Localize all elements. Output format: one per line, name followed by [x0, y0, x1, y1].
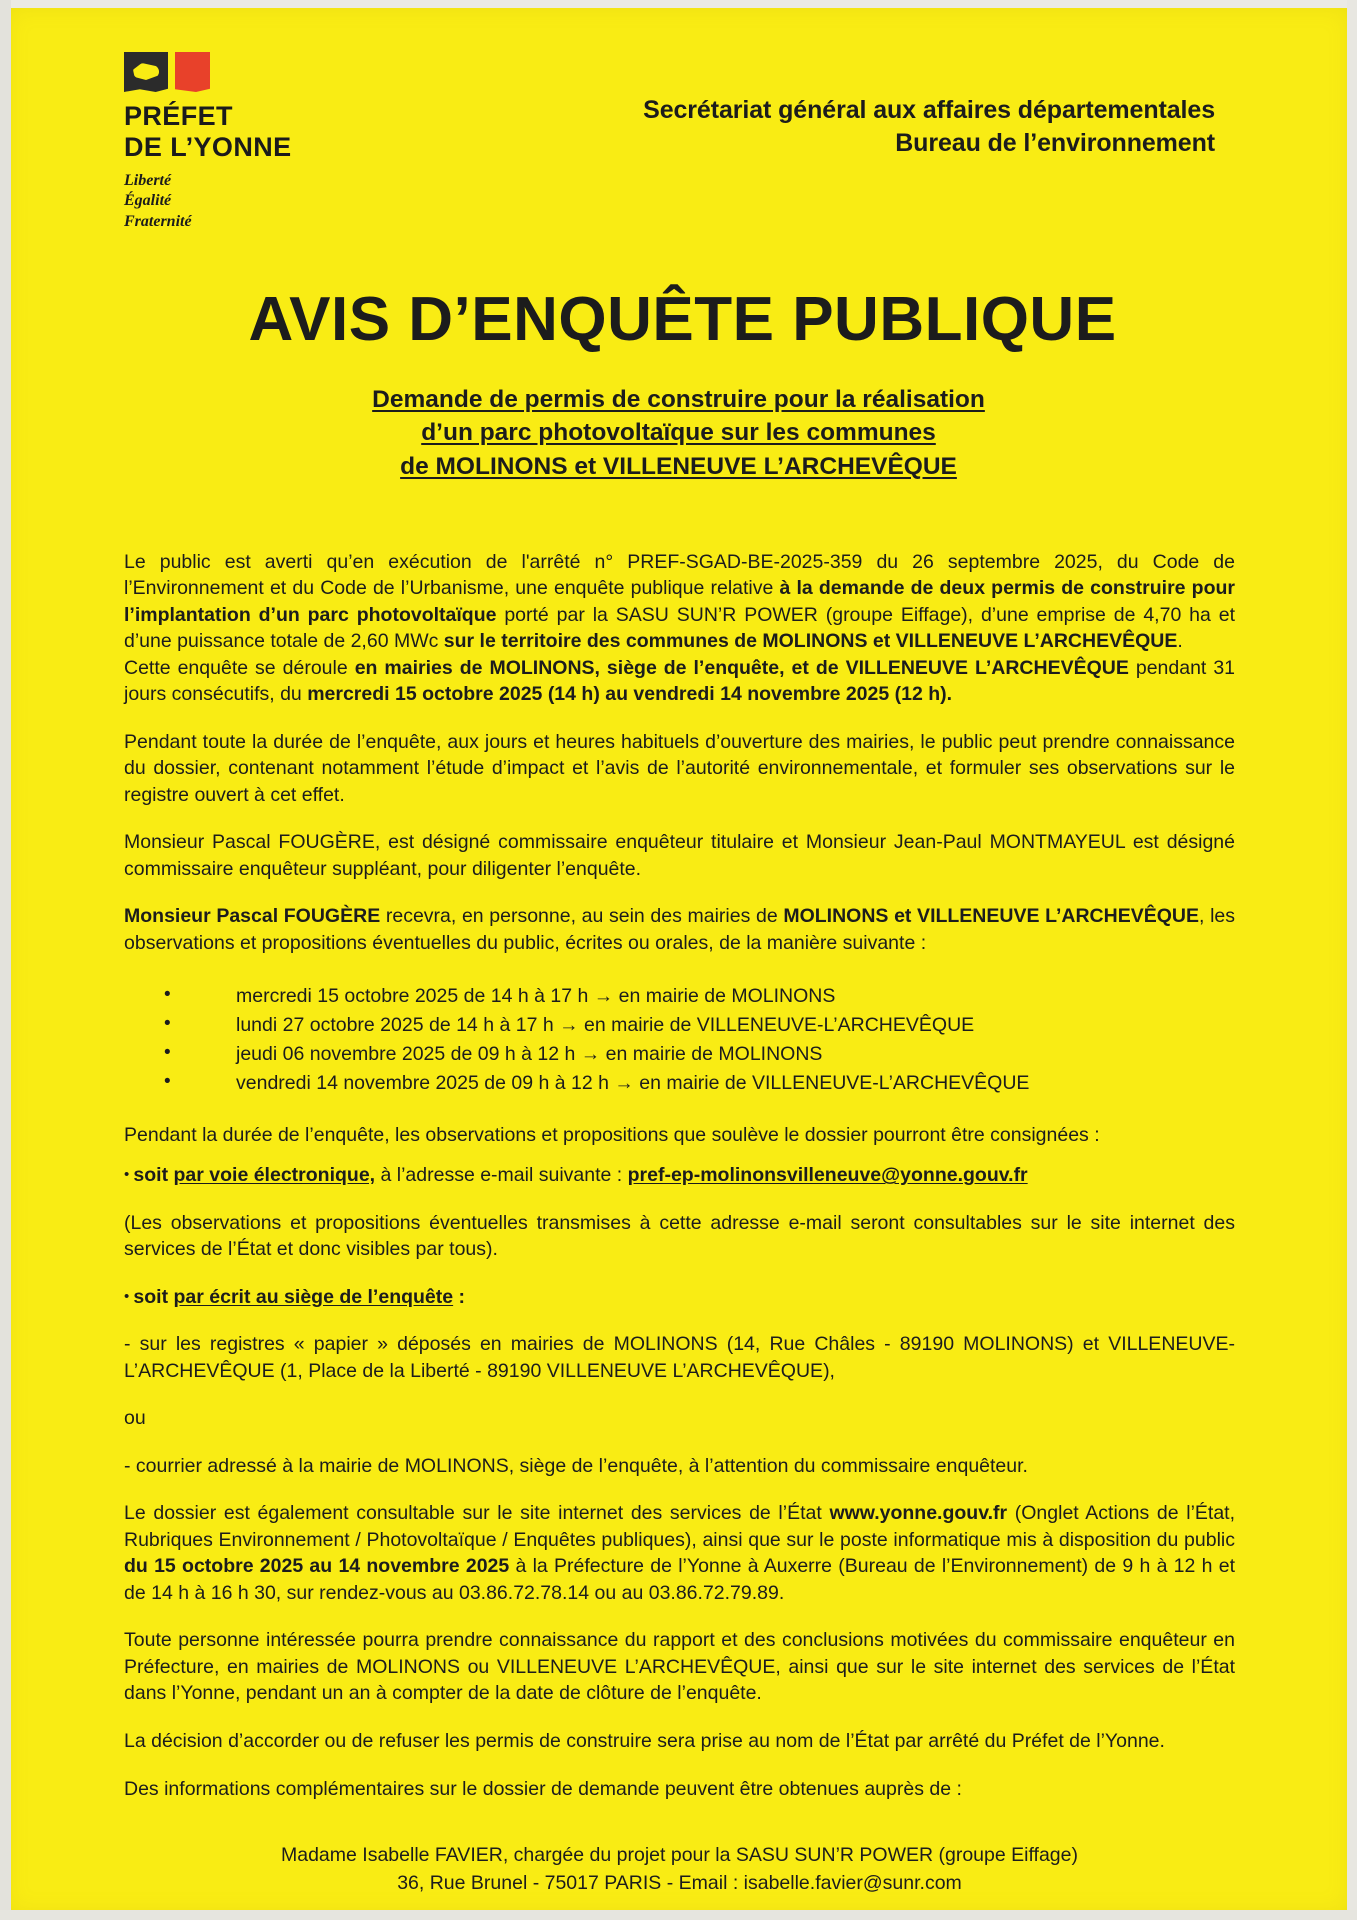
- paragraph-observations-intro: Pendant la durée de l’enquête, les observations et propositions que soulève le dossier pourront être consignées :: [124, 1123, 1100, 1146]
- issuing-service: [300, 52, 1357, 160]
- permanence-list: [124, 982, 1235, 1097]
- contact-line-1: Madame Isabelle FAVIER, chargée du projet pour la SASU SUN’R POWER (groupe Eiffage): [281, 1844, 1078, 1867]
- prefecture-name: [124, 101, 300, 162]
- inquiry-dates-text-c: pendant 31 jours consécutifs, du: [124, 656, 1236, 706]
- service-line-2: Bureau de l’environnement: [895, 129, 1215, 157]
- document-body: [124, 549, 1235, 1802]
- motto-liberte: Liberté: [124, 172, 172, 189]
- observation-channel-electronic: [124, 1162, 1235, 1189]
- document-header: [0, 0, 1357, 232]
- paragraph-more-info: Des informations complémentaires sur le dossier de demande peuvent être obtenues auprès de :: [124, 1777, 962, 1800]
- list-item: • lundi 27 octobre 2025 de 14 h à 17 h → en mairie de VILLENEUVE-L’ARCHEVÊQUE: [124, 1011, 1235, 1040]
- paragraph-decision: La décision d’accorder ou de refuser les permis de construire sera prise au nom de l’État par arrêté du Préfet de l’Yonne.: [124, 1729, 1165, 1752]
- document-subtitle: [0, 383, 1357, 482]
- online-file-text-a: Le dossier est également consultable sur le site internet des services de l’État: [124, 1502, 830, 1525]
- state-website-link[interactable]: www.yonne.gouv.fr: [829, 1502, 1008, 1525]
- paragraph-online-file: [124, 1500, 1235, 1606]
- republic-motto: [124, 171, 300, 232]
- inquiry-dates-text-b: en mairies de MOLINONS, siège de l’enquête, et de VILLENEUVE L’ARCHEVÊQUE: [354, 656, 1129, 679]
- paragraph-commissioner-designation: Monsieur Pascal FOUGÈRE, est désigné commissaire enquêteur titulaire et Monsieur Jean-Paul MONTMAYEUL est désigné commissaire enquêteur suppléant, pour diligenter l’enquête.: [124, 831, 1235, 880]
- commissioner-reception-text-d: , les observations et propositions éventuelles du public, écrites ou orales, de la manière suivante :: [124, 905, 1235, 954]
- soit-written-label-c: :: [453, 1285, 466, 1308]
- legal-basis-text-c: porté par la SASU SUN’R POWER (groupe Eiffage), d’une emprise de 4,70 ha et d’une puissance totale de 2,60 MWc: [124, 603, 1235, 653]
- flag-red-band-icon: [175, 52, 210, 92]
- paragraph-report-availability: Toute personne intéressée pourra prendre connaissance du rapport et des conclusions motivées du commissaire enquêteur en Préfecture, en mairies de MOLINONS ou VILLENEUVE L’ARCHEVÊQUE, ainsi que sur le site internet des services de l’État dans l’Yonne, pendant un an à compter de la date de clôture de l’enquête.: [124, 1629, 1235, 1705]
- soit-electronic-label-b: par voie électronique,: [173, 1164, 376, 1187]
- paragraph-commissioner-reception: [124, 903, 1235, 956]
- prefecture-line-1: PRÉFET: [124, 101, 233, 131]
- commissioner-reception-towns: MOLINONS et VILLENEUVE L’ARCHEVÊQUE: [783, 905, 1199, 928]
- prefecture-line-2: DE L’YONNE: [124, 131, 292, 162]
- soit-written-label-b: par écrit au siège de l’enquête: [173, 1285, 454, 1308]
- subtitle-line-1: Demande de permis de construire pour la réalisation: [372, 386, 985, 414]
- list-item: • vendredi 14 novembre 2025 de 09 h à 12 h → en mairie de VILLENEUVE-L’ARCHEVÊQUE: [124, 1069, 1235, 1098]
- page-edge-bottom: [0, 1910, 1357, 1920]
- inquiry-dates-text-a: Cette enquête se déroule: [124, 656, 355, 679]
- paragraph-file-consultation: Pendant toute la durée de l’enquête, aux jours et heures habituels d’ouverture des mairies, le public peut prendre connaissance du dossier, contenant notamment l’étude d’impact et l’avis de l’autorité environnementale, et formuler ses observations sur le registre ouvert à cet effet.: [124, 730, 1235, 806]
- motto-egalite: Égalité: [124, 192, 172, 210]
- paragraph-email-disclaimer: (Les observations et propositions éventuelles transmises à cette adresse e-mail seront consultables sur le site internet des services de l’État et donc visibles par tous).: [124, 1211, 1235, 1261]
- online-file-text-d: à la Préfecture de l’Yonne à Auxerre (Bureau de l’Environnement) de 9 h à 12 h et de 14 h à 16 h 30, sur rendez-vous au 03.86.72.78.14 ou au 03.86.72.79.89.: [124, 1555, 1235, 1604]
- soit-electronic-text-c: à l’adresse e-mail suivante :: [375, 1164, 628, 1187]
- commissioner-name: Monsieur Pascal FOUGÈRE: [124, 905, 381, 928]
- paragraph-postal-mail: - courrier adressé à la mairie de MOLINONS, siège de l’enquête, à l’attention du commissaire enquêteur.: [124, 1454, 1028, 1477]
- list-item: • jeudi 06 novembre 2025 de 09 h à 12 h → en mairie de MOLINONS: [124, 1040, 1235, 1069]
- flag-gap: [168, 52, 175, 92]
- online-file-text-b: (Onglet Actions de l’État, Rubriques Environnement / Photovoltaïque / Enquêtes publiques), ainsi que sur le poste informatique mis à disposition du public: [124, 1502, 1236, 1551]
- project-contact: [124, 1842, 1235, 1897]
- legal-basis-text-b: à la demande de deux permis de construire pour l’implantation d’un parc photovoltaïque: [124, 577, 1235, 626]
- motto-fraternite: Fraternité: [124, 212, 192, 230]
- legal-basis-text-e: .: [1177, 630, 1183, 653]
- soit-electronic-label-a: soit: [133, 1164, 174, 1187]
- subtitle-line-2: d’un parc photovoltaïque sur les communes: [421, 419, 936, 447]
- soit-written-label-a: soit: [133, 1285, 174, 1308]
- legal-basis-text-d: sur le territoire des communes de MOLINONS et VILLENEUVE L’ARCHEVÊQUE: [443, 630, 1178, 653]
- paragraph-or: ou: [124, 1407, 146, 1430]
- marianne-icon: [124, 52, 168, 92]
- commissioner-reception-text-b: recevra, en personne, au sein des mairies de: [380, 905, 784, 928]
- online-file-period: du 15 octobre 2025 au 14 novembre 2025: [124, 1555, 510, 1578]
- legal-basis-text-a: Le public est averti qu’en exécution de l'arrêté n° PREF-SGAD-BE-2025-359 du 26 septembre 2025, du Code de l’Environnement et du Code de l’Urbanisme, une enquête publique relative: [124, 550, 1235, 600]
- paragraph-paper-registers: - sur les registres « papier » déposés en mairies de MOLINONS (14, Rue Châles - 89190 MOLINONS) et VILLENEUVE-L’ARCHEVÊQUE (1, Place de la Liberté - 89190 VILLENEUVE L’ARCHEVÊQUE),: [124, 1333, 1235, 1382]
- observation-channel-written: [124, 1284, 1235, 1311]
- french-republic-flag-icon: [124, 52, 210, 92]
- inquiry-email-address[interactable]: pref-ep-molinonsvilleneuve@yonne.gouv.fr: [627, 1164, 1028, 1187]
- paragraph-inquiry-dates: [124, 655, 1235, 708]
- contact-line-2: 36, Rue Brunel - 75017 PARIS - Email : isabelle.favier@sunr.com: [397, 1871, 962, 1894]
- list-item: • mercredi 15 octobre 2025 de 14 h à 17 h → en mairie de MOLINONS: [124, 982, 1235, 1011]
- page-title: AVIS D’ENQUÊTE PUBLIQUE: [248, 285, 1117, 355]
- prefecture-branding: [0, 52, 300, 232]
- inquiry-dates-text-d: mercredi 15 octobre 2025 (14 h) au vendredi 14 novembre 2025 (12 h).: [307, 683, 953, 706]
- subtitle-line-3: de MOLINONS et VILLENEUVE L’ARCHEVÊQUE: [400, 452, 957, 480]
- service-line-1: Secrétariat général aux affaires départementales: [643, 96, 1215, 124]
- paragraph-legal-basis: [124, 549, 1235, 655]
